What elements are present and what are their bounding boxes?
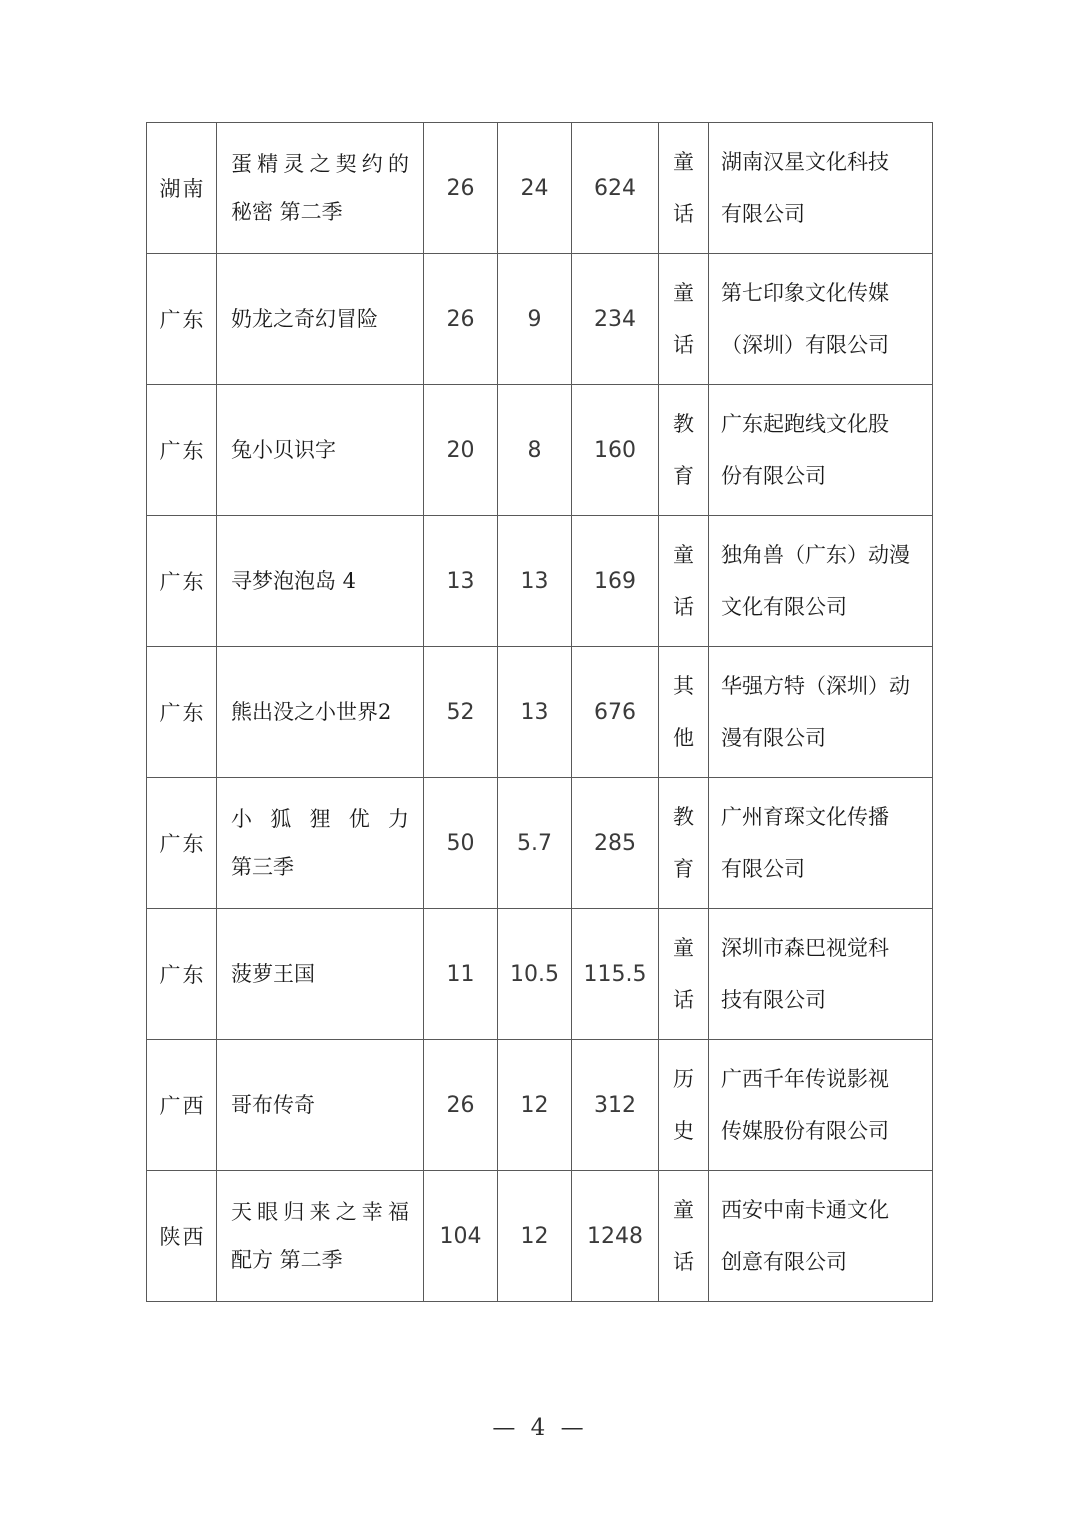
total-value: 160 xyxy=(594,437,636,463)
minutes-value: 12 xyxy=(520,1223,549,1249)
cell-category xyxy=(659,647,709,778)
company-line: 文化有限公司 xyxy=(721,595,847,619)
episodes-value: 26 xyxy=(446,175,475,201)
category-text xyxy=(659,1040,708,1170)
cell-category xyxy=(659,1171,709,1302)
category-char: 历 xyxy=(673,1067,694,1091)
title-line: 配方 第二季 xyxy=(231,1248,343,1272)
title-text xyxy=(217,1171,423,1301)
title-text xyxy=(217,1040,423,1170)
title-line: 天 眼 归 来 之 幸 福 xyxy=(231,1200,409,1224)
cell-company xyxy=(709,254,933,385)
episodes-value: 50 xyxy=(446,830,475,856)
category-text xyxy=(659,1171,708,1301)
title-line: 兔小贝识字 xyxy=(231,438,336,462)
cell-category xyxy=(659,778,709,909)
company-line: 广州育琛文化传播 xyxy=(721,805,889,829)
category-char: 话 xyxy=(673,595,694,619)
cell-episodes xyxy=(424,647,498,778)
cell-region xyxy=(147,1040,217,1171)
company-line: 创意有限公司 xyxy=(721,1250,847,1274)
title-line: 哥布传奇 xyxy=(231,1093,315,1117)
title-text xyxy=(217,254,423,384)
table-row xyxy=(147,1171,933,1302)
category-char: 育 xyxy=(673,857,694,881)
cell-minutes xyxy=(498,254,572,385)
company-line: 独角兽（广东）动漫 xyxy=(721,543,910,567)
category-char: 话 xyxy=(673,988,694,1012)
table-row xyxy=(147,778,933,909)
table-row xyxy=(147,516,933,647)
region-text: 广东 xyxy=(159,701,206,725)
category-char: 童 xyxy=(673,281,694,305)
cell-total xyxy=(572,647,659,778)
minutes-value: 10.5 xyxy=(510,961,559,987)
company-line: （深圳）有限公司 xyxy=(721,333,889,357)
cell-category xyxy=(659,385,709,516)
total-value: 312 xyxy=(594,1092,636,1118)
episodes-value: 26 xyxy=(446,1092,475,1118)
category-text xyxy=(659,254,708,384)
region-text: 湖南 xyxy=(159,177,206,201)
region-text: 广西 xyxy=(159,1094,206,1118)
cell-total xyxy=(572,123,659,254)
episodes-value: 11 xyxy=(446,961,475,987)
minutes-value: 13 xyxy=(520,699,549,725)
category-char: 育 xyxy=(673,464,694,488)
cell-category xyxy=(659,516,709,647)
category-char: 他 xyxy=(673,726,694,750)
company-line: 漫有限公司 xyxy=(721,726,826,750)
cell-region xyxy=(147,385,217,516)
category-char: 话 xyxy=(673,202,694,226)
cell-episodes xyxy=(424,254,498,385)
table-row xyxy=(147,254,933,385)
category-char: 其 xyxy=(673,674,694,698)
table-row xyxy=(147,909,933,1040)
cell-episodes xyxy=(424,1171,498,1302)
company-line: 有限公司 xyxy=(721,202,805,226)
cell-category xyxy=(659,254,709,385)
company-line: 技有限公司 xyxy=(721,988,826,1012)
episodes-value: 52 xyxy=(446,699,475,725)
category-char: 教 xyxy=(673,805,694,829)
cell-minutes xyxy=(498,1171,572,1302)
cell-region xyxy=(147,516,217,647)
minutes-value: 5.7 xyxy=(517,830,552,856)
table-row xyxy=(147,647,933,778)
title-line: 小 狐 狸 优 力 xyxy=(231,807,409,831)
episodes-value: 26 xyxy=(446,306,475,332)
cell-category xyxy=(659,909,709,1040)
cell-region xyxy=(147,647,217,778)
animation-approval-table-wrapper xyxy=(146,122,932,1302)
title-line: 熊出没之小世界2 xyxy=(231,700,392,724)
category-char: 童 xyxy=(673,936,694,960)
episodes-value: 13 xyxy=(446,568,475,594)
cell-company xyxy=(709,909,933,1040)
table-row xyxy=(147,1040,933,1171)
category-char: 话 xyxy=(673,1250,694,1274)
minutes-value: 8 xyxy=(527,437,542,463)
company-text xyxy=(709,123,932,253)
category-char: 童 xyxy=(673,150,694,174)
cell-region xyxy=(147,123,217,254)
cell-title xyxy=(217,1171,424,1302)
cell-minutes xyxy=(498,647,572,778)
cell-minutes xyxy=(498,778,572,909)
company-text xyxy=(709,647,932,777)
minutes-value: 12 xyxy=(520,1092,549,1118)
category-text xyxy=(659,516,708,646)
company-line: 广西千年传说影视 xyxy=(721,1067,889,1091)
company-text xyxy=(709,254,932,384)
cell-episodes xyxy=(424,1040,498,1171)
cell-title xyxy=(217,909,424,1040)
table-row xyxy=(147,123,933,254)
company-line: 深圳市森巴视觉科 xyxy=(721,936,889,960)
cell-company xyxy=(709,123,933,254)
cell-total xyxy=(572,385,659,516)
cell-episodes xyxy=(424,385,498,516)
cell-company xyxy=(709,778,933,909)
category-text xyxy=(659,647,708,777)
cell-episodes xyxy=(424,909,498,1040)
table-body xyxy=(147,123,933,1302)
total-value: 234 xyxy=(594,306,636,332)
cell-minutes xyxy=(498,385,572,516)
region-text: 广东 xyxy=(159,308,206,332)
cell-title xyxy=(217,1040,424,1171)
company-line: 湖南汉星文化科技 xyxy=(721,150,889,174)
category-char: 教 xyxy=(673,412,694,436)
cell-category xyxy=(659,1040,709,1171)
minutes-value: 24 xyxy=(520,175,549,201)
cell-title xyxy=(217,385,424,516)
cell-company xyxy=(709,1171,933,1302)
region-text: 广东 xyxy=(159,963,206,987)
cell-company xyxy=(709,516,933,647)
animation-approval-table xyxy=(146,122,933,1302)
cell-category xyxy=(659,123,709,254)
cell-total xyxy=(572,909,659,1040)
category-text xyxy=(659,123,708,253)
title-line: 蛋 精 灵 之 契 约 的 xyxy=(231,152,409,176)
cell-episodes xyxy=(424,778,498,909)
total-value: 115.5 xyxy=(583,961,647,987)
cell-company xyxy=(709,385,933,516)
cell-minutes xyxy=(498,516,572,647)
cell-minutes xyxy=(498,123,572,254)
cell-total xyxy=(572,254,659,385)
title-line: 菠萝王国 xyxy=(231,962,315,986)
cell-region xyxy=(147,778,217,909)
total-value: 676 xyxy=(594,699,636,725)
cell-total xyxy=(572,778,659,909)
title-text xyxy=(217,123,423,253)
company-text xyxy=(709,778,932,908)
cell-total xyxy=(572,516,659,647)
page-number: — 4 — xyxy=(492,1415,588,1441)
title-text xyxy=(217,385,423,515)
company-line: 西安中南卡通文化 xyxy=(721,1198,889,1222)
category-char: 话 xyxy=(673,333,694,357)
title-text xyxy=(217,516,423,646)
total-value: 624 xyxy=(594,175,636,201)
cell-minutes xyxy=(498,909,572,1040)
cell-title xyxy=(217,254,424,385)
company-line: 份有限公司 xyxy=(721,464,826,488)
cell-region xyxy=(147,909,217,1040)
category-char: 童 xyxy=(673,1198,694,1222)
episodes-value: 104 xyxy=(439,1223,482,1249)
category-char: 童 xyxy=(673,543,694,567)
category-text xyxy=(659,778,708,908)
category-text xyxy=(659,385,708,515)
total-value: 285 xyxy=(594,830,636,856)
company-line: 传媒股份有限公司 xyxy=(721,1119,889,1143)
title-line: 秘密 第二季 xyxy=(231,200,343,224)
cell-title xyxy=(217,778,424,909)
cell-company xyxy=(709,1040,933,1171)
cell-episodes xyxy=(424,516,498,647)
cell-episodes xyxy=(424,123,498,254)
cell-title xyxy=(217,123,424,254)
cell-total xyxy=(572,1040,659,1171)
region-text: 广东 xyxy=(159,570,206,594)
company-line: 华强方特（深圳）动 xyxy=(721,674,910,698)
company-line: 广东起跑线文化股 xyxy=(721,412,889,436)
region-text: 广东 xyxy=(159,832,206,856)
title-line: 第三季 xyxy=(231,855,294,879)
title-line: 奶龙之奇幻冒险 xyxy=(231,307,378,331)
company-text xyxy=(709,385,932,515)
company-line: 第七印象文化传媒 xyxy=(721,281,889,305)
region-text: 广东 xyxy=(159,439,206,463)
title-line: 寻梦泡泡岛 4 xyxy=(231,569,357,593)
minutes-value: 13 xyxy=(520,568,549,594)
table-row xyxy=(147,385,933,516)
total-value: 169 xyxy=(594,568,636,594)
title-text xyxy=(217,909,423,1039)
cell-company xyxy=(709,647,933,778)
company-text xyxy=(709,909,932,1039)
cell-title xyxy=(217,647,424,778)
title-text xyxy=(217,778,423,908)
minutes-value: 9 xyxy=(527,306,542,332)
category-text xyxy=(659,909,708,1039)
cell-region xyxy=(147,1171,217,1302)
category-char: 史 xyxy=(673,1119,694,1143)
cell-minutes xyxy=(498,1040,572,1171)
total-value: 1248 xyxy=(587,1223,643,1249)
title-text xyxy=(217,647,423,777)
cell-total xyxy=(572,1171,659,1302)
company-text xyxy=(709,1171,932,1301)
region-text: 陕西 xyxy=(159,1225,206,1249)
company-line: 有限公司 xyxy=(721,857,805,881)
episodes-value: 20 xyxy=(446,437,475,463)
cell-title xyxy=(217,516,424,647)
company-text xyxy=(709,516,932,646)
cell-region xyxy=(147,254,217,385)
company-text xyxy=(709,1040,932,1170)
